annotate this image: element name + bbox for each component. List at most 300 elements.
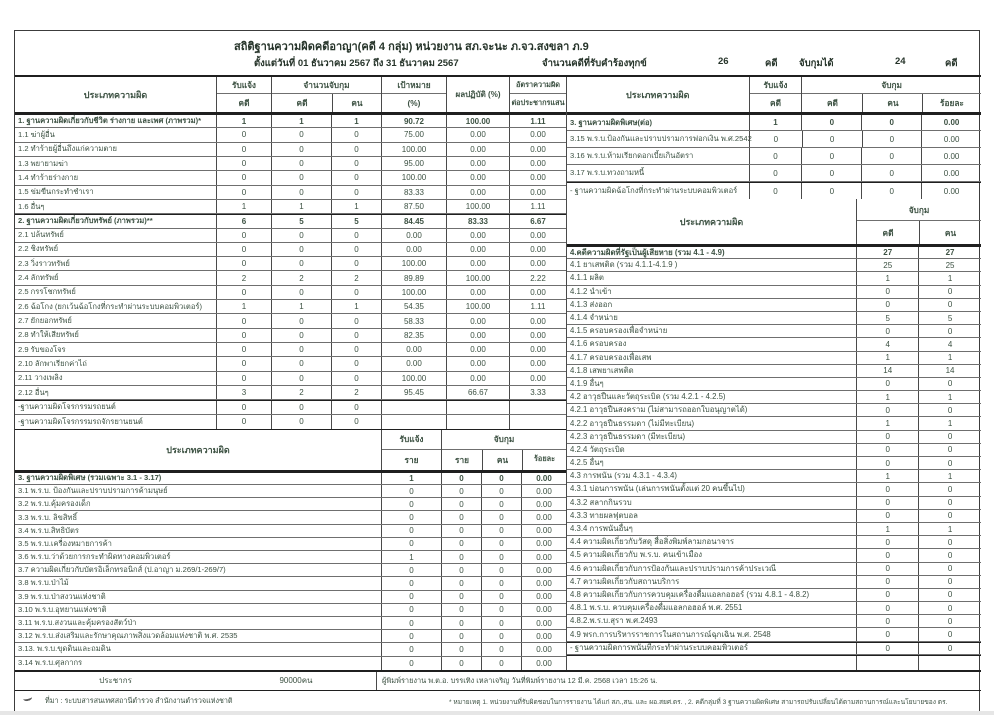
target-percent: 0.00 (381, 357, 446, 370)
right-section4-header (567, 199, 981, 246)
arrest-cases: 1 (856, 352, 918, 364)
arrest-column-group-header: จำนวนจับกุม คดี คน (271, 77, 381, 112)
offense-label: 2.6 ฉ้อโกง (ยกเว้นฉ้อโกงที่กระทำผ่านระบบคอมพิวเตอร์) (18, 301, 202, 311)
table-row (15, 511, 566, 524)
table-row (567, 246, 981, 259)
offense-label: 4.2.3 อาวุธปืนธรรมดา (มีทะเบียน) (570, 431, 686, 441)
offense-label: 2.9 รับของโจร (18, 344, 66, 354)
arrest-count: 0 (441, 643, 481, 655)
arrest-count: 0 (441, 617, 481, 629)
arrest-persons: 4 (918, 338, 981, 350)
target-column-header: เป้าหมาย (%) (381, 77, 446, 112)
arrest-persons: 0 (481, 498, 521, 510)
table-row (567, 470, 981, 483)
arrest-cases: 0 (801, 165, 861, 181)
table-row (567, 417, 981, 430)
arrest-persons: 0 (331, 329, 381, 342)
arrest-persons: 0 (861, 165, 921, 181)
table-row (567, 510, 981, 523)
table-row (15, 525, 566, 538)
arrest-persons: 0 (918, 576, 981, 588)
arrest-cases: 0 (271, 372, 331, 385)
table-row (15, 157, 566, 171)
arrest-cases: 0 (801, 183, 861, 199)
arrest-persons (918, 656, 981, 670)
arrest-cases: 0 (856, 549, 918, 561)
table-row (567, 615, 981, 628)
reported-cases: 0 (216, 128, 271, 141)
table-row (15, 415, 566, 429)
arrest-cases: 0 (271, 401, 331, 413)
table-row (567, 325, 981, 338)
population-label: ประชากร (99, 676, 132, 686)
arrest-cases: 14 (856, 365, 918, 377)
arrest-cases: 0 (856, 576, 918, 588)
table-row (15, 372, 566, 386)
arrest-percent: 0.00 (521, 473, 566, 484)
table-row (15, 357, 566, 371)
arrest-cases: 0 (856, 378, 918, 390)
table-row (15, 128, 566, 142)
arrest-cases: 0 (801, 115, 861, 130)
arrest-cases: 0 (856, 404, 918, 416)
table-row (15, 143, 566, 157)
offense-label: - ฐานความผิดการพนันที่กระทำผ่านระบบคอมพิวเตอร์ (570, 643, 749, 653)
arrest-persons: 1 (331, 300, 381, 313)
offense-label: 3. ฐานความผิดพิเศษ (รวมเฉพาะ 3.1 - 3.17) (18, 473, 162, 483)
arrest-persons: 0 (918, 404, 981, 416)
table-row (15, 604, 566, 617)
offense-label: 1.3 พยายามฆ่า (18, 158, 69, 168)
table-row (15, 498, 566, 511)
arrest-percent: 0.00 (521, 604, 566, 616)
reported-count: 0 (381, 604, 441, 616)
offense-label: 2.10 ลักพาเรียกค่าไถ่ (18, 358, 87, 368)
arrest-persons: 0 (331, 357, 381, 370)
table-row (567, 589, 981, 602)
arrest-persons: 1 (918, 272, 981, 284)
arrest-cases: 0 (271, 143, 331, 156)
offense-label: 4.9 พรก.การบริหารราชการในสถานการณ์ฉุกเฉิน พ.ศ. 2548 (570, 629, 771, 639)
result-percent (446, 401, 509, 413)
offense-label: 3.8 พ.ร.บ.ป่าไม้ (18, 578, 69, 588)
reported-cases: 0 (749, 148, 802, 164)
offense-label: 3.15 พ.ร.บ.ป้องกันและปราบปรามการฟอกเงิน พ.ศ.2542 (570, 134, 752, 143)
rate-per-100k: 0.00 (509, 286, 566, 299)
arrest-cases: 1 (271, 300, 331, 313)
offense-label: 4.8 ความผิดเกี่ยวกับการควบคุมเครื่องดื่มแอลกอฮอร์ (รวม 4.8.1 - 4.8.2) (570, 589, 810, 599)
reported-cases: 3 (216, 386, 271, 399)
reported-count: 0 (381, 591, 441, 603)
rate-per-100k (509, 401, 566, 413)
table-row (567, 391, 981, 404)
arrest-count: 0 (441, 525, 481, 537)
arrest-cases: 0 (271, 314, 331, 327)
arrest-persons: 0 (918, 497, 981, 509)
target-percent: 75.00 (381, 128, 446, 141)
table-right-half (566, 77, 981, 670)
arrest-persons: 0 (918, 615, 981, 627)
offense-label: 2.2 ชิงทรัพย์ (18, 244, 59, 254)
statistics-table (15, 75, 981, 691)
reported-column-header: รับแจ้ง คดี (216, 77, 271, 112)
target-percent: 83.33 (381, 186, 446, 199)
arrest-persons: 0 (861, 115, 921, 130)
arrest-persons: 0 (481, 643, 521, 655)
reported-count: 0 (381, 525, 441, 537)
arrest-cases: 0 (856, 286, 918, 298)
reported-cases: 0 (216, 229, 271, 242)
table-row (15, 472, 566, 485)
arrest-cases: 0 (271, 157, 331, 170)
reported-cases: 0 (216, 314, 271, 327)
table-row (567, 431, 981, 444)
table-row (15, 243, 566, 257)
arrest-persons: 0 (918, 378, 981, 390)
table-row (567, 628, 981, 641)
offense-label: 2.7 ยักยอกทรัพย์ (18, 316, 72, 326)
arrest-percent: 0.00 (521, 538, 566, 550)
rate-per-100k: 2.22 (509, 271, 566, 284)
arrest-persons: 1 (331, 115, 381, 127)
reported-cases: 0 (216, 415, 271, 429)
arrest-cases: 0 (856, 563, 918, 575)
arrest-cases: 0 (856, 431, 918, 443)
offense-label: 4.8.1 พ.ร.บ. ควบคุมเครื่องดื่มแอลกอฮอล์ พ.ศ. 2551 (570, 603, 743, 613)
offense-label: 3.9 พ.ร.บ.ป่าสงวนแห่งชาติ (18, 591, 106, 601)
reported-cases: 0 (216, 171, 271, 184)
result-percent: 0.00 (446, 286, 509, 299)
arrest-persons: 0 (918, 628, 981, 640)
reported-count: 0 (381, 657, 441, 670)
target-percent: 100.00 (381, 372, 446, 385)
arrest-persons: 14 (918, 365, 981, 377)
pen-mark-icon (22, 694, 32, 702)
table-row (15, 114, 566, 128)
offense-label: 1. ฐานความผิดเกี่ยวกับชีวิต ร่างกาย และเพศ (ภาพรวม)* (18, 116, 202, 126)
arrest-percent: 0.00 (521, 617, 566, 629)
target-percent: 54.35 (381, 300, 446, 313)
table-row (15, 314, 566, 328)
table-row (567, 483, 981, 496)
table-row (15, 591, 566, 604)
rate-per-100k: 0.00 (509, 343, 566, 356)
reported-cases: 0 (216, 257, 271, 270)
arrest-persons: 1 (331, 200, 381, 213)
arrest-persons: 0 (331, 143, 381, 156)
table-row (15, 214, 566, 228)
table-row (567, 299, 981, 312)
arrest-persons: 0 (918, 483, 981, 495)
offense-type-header: ประเภทความผิด (166, 444, 230, 455)
arrest-count: 0 (441, 577, 481, 589)
arrest-cases: 0 (856, 483, 918, 495)
result-percent: 100.00 (446, 271, 509, 284)
table-row (567, 272, 981, 285)
offense-type-header: ประเภทความผิด (83, 89, 148, 100)
table-row (567, 563, 981, 576)
arrest-persons: 1 (918, 523, 981, 535)
table-row (567, 352, 981, 365)
offense-label: 2.4 ลักทรัพย์ (18, 273, 59, 283)
arrest-persons: 0 (331, 401, 381, 413)
target-percent: 87.50 (381, 200, 446, 213)
arrest-percent: 0.00 (521, 577, 566, 589)
offense-label: 3.2 พ.ร.บ.คุ้มครองเด็ก (18, 499, 91, 509)
arrest-cases: 0 (271, 229, 331, 242)
reported-count: 0 (381, 538, 441, 550)
table-footer (15, 670, 981, 690)
reported-count: 1 (381, 473, 441, 484)
report-header (15, 31, 979, 75)
arrest-cases: 1 (856, 391, 918, 403)
table-row (15, 564, 566, 577)
offense-label: 1.6 อื่นๆ (18, 201, 45, 211)
table-row (567, 444, 981, 457)
arrest-cases: 0 (856, 602, 918, 614)
target-percent: 95.00 (381, 157, 446, 170)
offense-label: 3.7 ความผิดเกี่ยวกับบัตรอิเล็กทรอนิกส์ (ป.อาญา ม.269/1-269/7) (18, 565, 226, 575)
table-row (15, 286, 566, 300)
table-row (567, 378, 981, 391)
target-percent: 82.35 (381, 329, 446, 342)
arrest-persons: 0 (918, 457, 981, 469)
arrest-persons: 0 (331, 343, 381, 356)
offense-label: 4.1.5 ครอบครองเพื่อจำหน่าย (570, 326, 668, 336)
table-row (15, 485, 566, 498)
arrest-percent: 0.00 (921, 131, 981, 147)
arrest-cases: 0 (271, 243, 331, 256)
rate-per-100k: 0.00 (509, 143, 566, 156)
arrest-count: 0 (441, 485, 481, 497)
arrest-persons: 0 (918, 563, 981, 575)
arrest-persons: 0 (331, 171, 381, 184)
arrest-persons: 0 (861, 183, 921, 199)
offense-label: -ฐานความผิดโจรกรรมรถจักรยานยนต์ (18, 416, 143, 426)
reported-count: 0 (381, 577, 441, 589)
arrest-cases: 1 (856, 272, 918, 284)
result-percent: 0.00 (446, 157, 509, 170)
table-row (15, 577, 566, 590)
reported-cases: 1 (216, 300, 271, 313)
remark-note: * หมายเหตุ 1. หน่วยงานที่รับผิดชอบในการรายงาน ได้แก่ สภ.,สน. และ ผอ.สยศ.ตร. , 2. คดีกลุ่มที่ 3 ฐานความผิดพิเศษ สามารถปรับเปลี่ยนได้ตามสถานการณ์และนโยบายของ ตร. (449, 698, 948, 706)
left-section3-rows (15, 472, 566, 670)
arrest-percent: 0.00 (521, 511, 566, 523)
arrest-persons: 0 (918, 589, 981, 601)
result-percent: 66.67 (446, 386, 509, 399)
population-value: 90000คน (279, 676, 313, 686)
arrest-cases: 1 (856, 417, 918, 429)
offense-label: 3.10 พ.ร.บ.อุทยานแห่งชาติ (18, 604, 107, 614)
reported-count: 0 (381, 630, 441, 642)
arrest-cases: 27 (856, 247, 918, 258)
arrest-persons: 0 (918, 536, 981, 548)
reported-cases: 0 (216, 157, 271, 170)
table-row (15, 343, 566, 357)
offense-label: -ฐานความผิดโจรกรรมรถยนต์ (18, 402, 116, 412)
offense-label: 1.2 ทำร้ายผู้อื่นถึงแก่ความตาย (18, 144, 117, 154)
offense-label: 3.4 พ.ร.บ.สิทธิบัตร (18, 525, 80, 535)
arrest-cases: 0 (271, 343, 331, 356)
arrest-cases: 0 (271, 329, 331, 342)
arrest-count: 0 (441, 657, 481, 670)
arrest-cases: 1 (271, 115, 331, 127)
offense-label: 1.5 ข่มขืนกระทำชำเรา (18, 187, 94, 197)
arrest-percent: 0.00 (521, 630, 566, 642)
complaints-label: จำนวนคดีที่รับคำร้องทุกข์ (542, 58, 647, 69)
arrest-count: 0 (441, 564, 481, 576)
offense-label: 4.3.3 ทายผลฟุตบอล (570, 510, 638, 520)
arrest-cases: 0 (856, 589, 918, 601)
result-percent: 0.00 (446, 257, 509, 270)
source-note: ที่มา : ระบบสารสนเทศสถานีตำรวจ สำนักงานตำรวจแห่งชาติ (45, 695, 233, 705)
arrest-persons: 0 (481, 604, 521, 616)
result-percent: 0.00 (446, 372, 509, 385)
table-left-half (15, 77, 566, 670)
table-row (567, 536, 981, 549)
arrest-cases: 0 (856, 536, 918, 548)
arrest-percent: 0.00 (521, 564, 566, 576)
reported-cases: 1 (216, 200, 271, 213)
arrest-cases: 0 (856, 299, 918, 311)
arrest-percent: 0.00 (921, 183, 981, 199)
table-row (567, 165, 981, 182)
table-row (567, 312, 981, 325)
complaints-value: 26 (718, 56, 729, 67)
arrest-cases: 0 (856, 457, 918, 469)
arrest-cases: 0 (271, 286, 331, 299)
table-row (567, 549, 981, 562)
offense-label: 4.1.8 เสพยาเสพติด (570, 365, 634, 375)
table-row (567, 182, 981, 199)
table-row (567, 286, 981, 299)
offense-label: 4.3 การพนัน (รวม 4.3.1 - 4.3.4) (570, 471, 677, 481)
offense-label: 4.2.2 อาวุธปืนธรรมดา (ไม่มีทะเบียน) (570, 418, 695, 428)
report-subheader (15, 56, 979, 72)
target-percent: 89.89 (381, 271, 446, 284)
table-row (567, 457, 981, 470)
arrest-cases: 0 (801, 148, 861, 164)
result-percent: 0.00 (446, 171, 509, 184)
offense-label: 4.8.2.พ.ร.บ.สุรา พ.ศ.2493 (570, 616, 658, 626)
arrest-cases: 0 (856, 615, 918, 627)
table-row (15, 171, 566, 185)
left-table-rows (15, 114, 566, 429)
arrest-persons: 0 (331, 229, 381, 242)
offense-label (567, 656, 856, 670)
target-percent: 84.45 (381, 215, 446, 227)
arrest-cases (856, 656, 918, 670)
reported-count: 0 (381, 511, 441, 523)
reported-count: 0 (381, 485, 441, 497)
arrest-persons: 0 (331, 157, 381, 170)
page-bottom-strip (0, 711, 994, 715)
arrest-percent: 0.00 (921, 148, 981, 164)
table-row (567, 365, 981, 378)
arrest-persons: 2 (331, 386, 381, 399)
reported-count: 0 (381, 564, 441, 576)
result-percent: 0.00 (446, 243, 509, 256)
arrest-cases: 1 (856, 523, 918, 535)
reported-cases: 1 (216, 115, 271, 127)
reported-cases: 6 (216, 215, 271, 227)
left-table-header (15, 77, 566, 114)
offense-label: 3. ฐานความผิดพิเศษ(ต่อ) (570, 117, 653, 127)
arrest-persons: 1 (918, 470, 981, 482)
offense-label: 3.1 พ.ร.บ. ป้องกันและปราบปรามการค้ามนุษย์ (18, 486, 168, 496)
arrest-persons: 1 (918, 391, 981, 403)
offense-label: 3.3 พ.ร.บ. ลิขสิทธิ์ (18, 512, 78, 522)
offense-label: 2. ฐานความผิดเกี่ยวกับทรัพย์ (ภาพรวม)** (18, 216, 153, 226)
table-row (567, 404, 981, 417)
arrest-column-group-header: จับกุม คดี คน (856, 199, 981, 244)
offense-label: 3.13. พ.ร.บ.ขุดดินและถมดิน (18, 644, 111, 654)
offense-label: 4.7 ความผิดเกี่ยวกับสถานบริการ (570, 576, 680, 586)
rate-per-100k: 0.00 (509, 243, 566, 256)
offense-label: 4.1.2 นำเข้า (570, 286, 612, 296)
rate-per-100k: 0.00 (509, 357, 566, 370)
offense-label: 3.6 พ.ร.บ.ว่าด้วยการกระทำผิดทางคอมพิวเตอร์ (18, 552, 171, 562)
offense-label: 2.3 วิ่งราวทรัพย์ (18, 258, 70, 268)
arrest-percent: 0.00 (521, 657, 566, 670)
arrest-persons: 0 (331, 243, 381, 256)
target-percent (381, 415, 446, 429)
arrest-count: 0 (441, 604, 481, 616)
arrest-count: 0 (441, 498, 481, 510)
arrest-persons: 0 (918, 549, 981, 561)
offense-label: 4.3.2 สลากกินรวบ (570, 497, 632, 507)
result-percent: 100.00 (446, 115, 509, 127)
arrest-percent: 0.00 (921, 115, 981, 130)
reported-count: 1 (381, 551, 441, 563)
arrest-column-group-header: จับกุม ราย คน ร้อยละ (441, 430, 566, 470)
offense-label: 4.1.9 อื่นๆ (570, 378, 604, 388)
reported-cases: 0 (216, 243, 271, 256)
reported-count: 0 (381, 643, 441, 655)
arrest-cases: 1 (856, 470, 918, 482)
arrest-percent: 0.00 (521, 525, 566, 537)
table-row (567, 655, 981, 670)
arrest-persons: 0 (918, 325, 981, 337)
reported-cases: 0 (749, 183, 802, 199)
arrest-persons: 0 (918, 510, 981, 522)
arrest-persons: 0 (331, 186, 381, 199)
arrest-column-group-header: จับกุม คดี คน ร้อยละ (801, 77, 981, 112)
arrest-cases: 4 (856, 338, 918, 350)
arrest-persons: 0 (331, 314, 381, 327)
arrest-persons: 2 (331, 271, 381, 284)
arrest-count: 0 (441, 538, 481, 550)
offense-label: 3.12 พ.ร.บ.ส่งเสริมและรักษาคุณภาพสิ่งแวดล้อมแห่งชาติ พ.ศ. 2535 (18, 631, 238, 641)
arrest-persons: 0 (918, 431, 981, 443)
arrest-persons: 0 (331, 415, 381, 429)
reported-cases: 0 (216, 343, 271, 356)
reported-cases: 0 (216, 186, 271, 199)
offense-label: 4.2.5 อื่นๆ (570, 458, 604, 468)
target-percent: 0.00 (381, 343, 446, 356)
table-row (15, 271, 566, 285)
result-percent: 0.00 (446, 186, 509, 199)
offense-label: 2.1 ปล้นทรัพย์ (18, 230, 64, 240)
result-percent: 83.33 (446, 215, 509, 227)
arrest-persons: 1 (918, 417, 981, 429)
offense-label: 2.8 ทำให้เสียทรัพย์ (18, 330, 79, 340)
offense-label: 1.4 ทำร้ายร่างกาย (18, 172, 79, 182)
arrest-persons: 0 (918, 444, 981, 456)
arrest-persons: 0 (481, 617, 521, 629)
arrest-persons: 0 (481, 473, 521, 484)
offense-label: 4.1.3 ส่งออก (570, 299, 613, 309)
